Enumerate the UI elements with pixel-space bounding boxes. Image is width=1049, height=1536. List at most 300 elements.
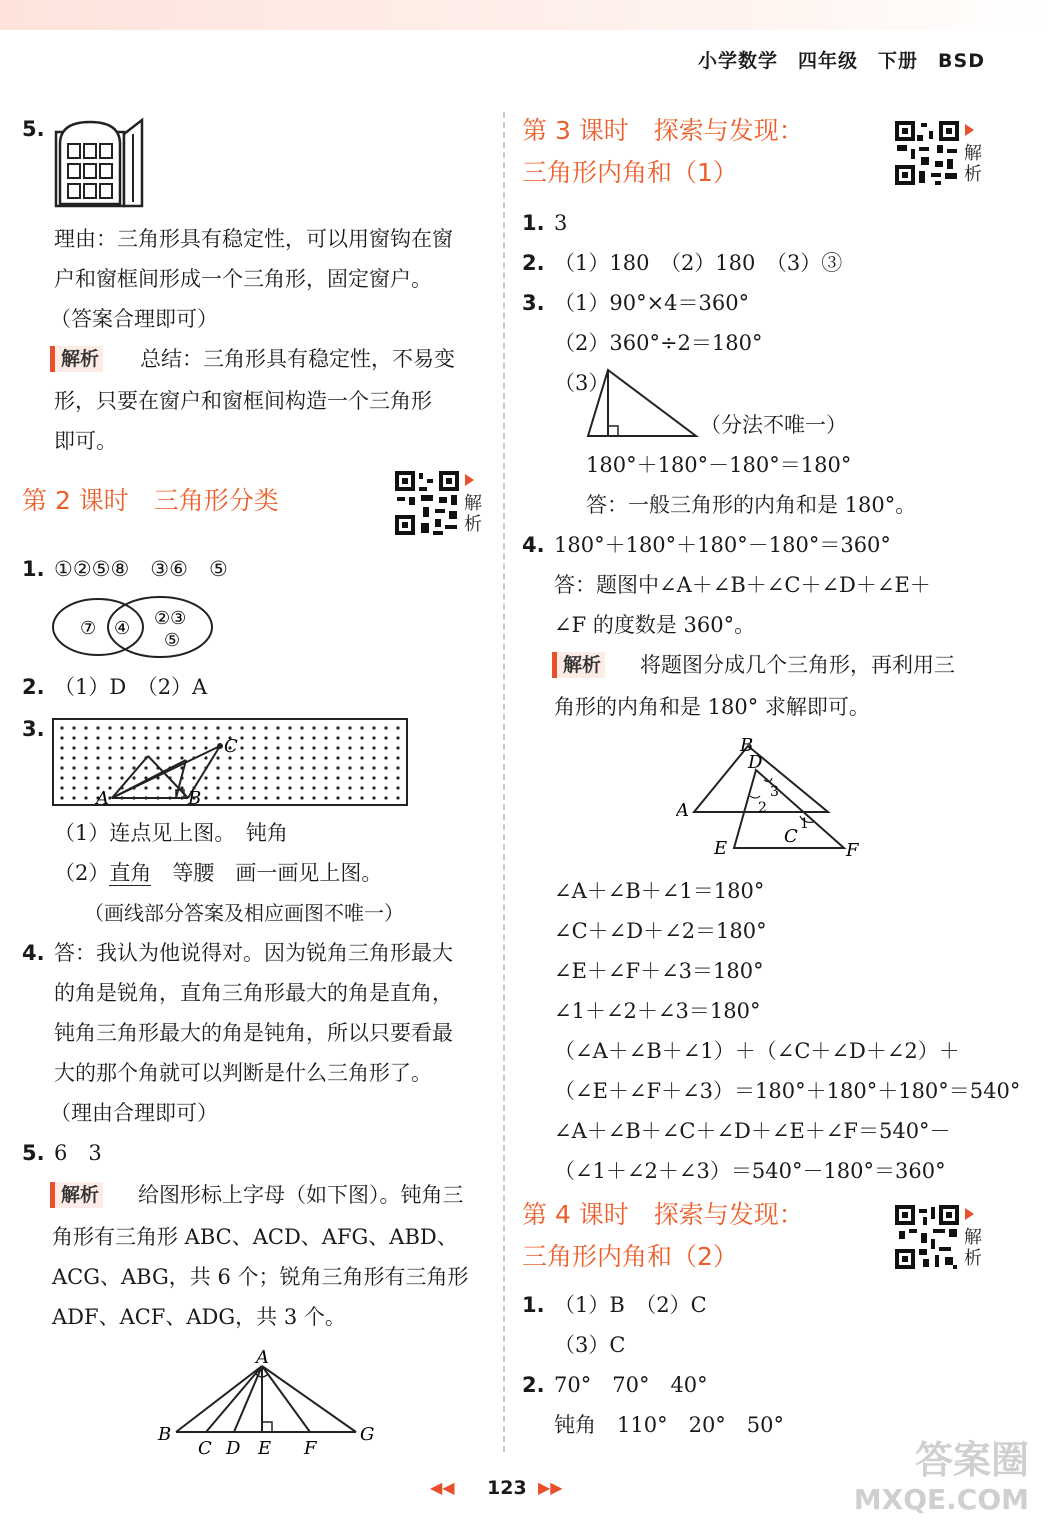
grid-dot: [396, 786, 399, 789]
question-number: 1.: [522, 1293, 545, 1317]
answer-line: 大的那个角就可以判断是什么三角形了。: [54, 1061, 432, 1085]
grid-dot: [324, 766, 327, 769]
label-b: B: [158, 1424, 172, 1445]
qr-label: 解析: [464, 493, 482, 535]
grid-dot: [264, 756, 267, 759]
answer-line: 3: [554, 211, 568, 235]
grid-dot: [240, 786, 243, 789]
question-number: 1.: [22, 557, 45, 581]
grid-dot: [360, 766, 363, 769]
grid-dot: [84, 726, 87, 729]
grid-dot: [300, 736, 303, 739]
grid-dot: [168, 756, 171, 759]
analysis-line: 形，只要在窗户和窗框间构造一个三角形: [54, 389, 432, 413]
grid-dot: [348, 776, 351, 779]
grid-dot: [108, 746, 111, 749]
grid-dot: [396, 756, 399, 759]
grid-dot: [72, 776, 75, 779]
point-label-b: B: [188, 788, 202, 806]
grid-dot: [144, 746, 147, 749]
grid-dot: [144, 736, 147, 739]
grid-dot: [84, 766, 87, 769]
fan-triangle-figure: [154, 1344, 384, 1464]
answer-line: （1）180 （2）180 （3）③: [554, 251, 843, 275]
answer-line: 钝角三角形最大的角是钝角，所以只要看最: [54, 1021, 453, 1045]
grid-dot: [348, 726, 351, 729]
grid-dot: [336, 796, 339, 799]
grid-dot: [324, 736, 327, 739]
grid-dot: [300, 766, 303, 769]
grid-dot: [336, 726, 339, 729]
grid-dot: [264, 736, 267, 739]
grid-dot: [120, 766, 123, 769]
analysis-line: 角形有三角形 ABC、ACD、AFG、ABD、: [52, 1225, 458, 1249]
grid-dot: [384, 736, 387, 739]
grid-dot: [300, 746, 303, 749]
qr-label: 解析: [964, 143, 982, 185]
grid-dot: [384, 766, 387, 769]
equation-line: ∠C＋∠D＋∠2＝180°: [554, 919, 767, 943]
grid-dot: [264, 786, 267, 789]
grid-dot: [324, 776, 327, 779]
question-number: 5.: [22, 117, 45, 141]
grid-dot: [384, 786, 387, 789]
grid-dot: [288, 726, 291, 729]
grid-dot: [252, 756, 255, 759]
grid-dot: [132, 766, 135, 769]
grid-dot: [84, 756, 87, 759]
answer-line: （2）直角 等腰 画一画见上图。: [54, 861, 383, 885]
play-icon: [965, 124, 974, 136]
qr-label: 解析: [964, 1227, 982, 1269]
grid-dot: [120, 736, 123, 739]
grid-dot: [360, 796, 363, 799]
analysis-line: 给图形标上字母（如下图）。钝角三: [138, 1183, 464, 1207]
grid-dot: [324, 796, 327, 799]
grid-dot: [144, 786, 147, 789]
venn-right-bottom: ⑤: [164, 630, 181, 651]
grid-dot: [300, 776, 303, 779]
watermark-sub: MXQE.COM: [853, 1483, 1029, 1516]
label-e: E: [258, 1438, 272, 1459]
next-page-icon[interactable]: ▶▶: [538, 1478, 563, 1497]
grid-dot: [72, 746, 75, 749]
grid-dot: [84, 796, 87, 799]
window-figure: [52, 114, 148, 214]
answer-line: （1）连点见上图。 钝角: [54, 821, 288, 845]
grid-dot: [108, 766, 111, 769]
analysis-tag: 解析: [552, 652, 605, 678]
grid-dot: [252, 796, 255, 799]
lesson-title-line2: 三角形内角和（1）: [522, 158, 738, 187]
figure-note: （分法不唯一）: [700, 413, 847, 437]
question-number: 2.: [522, 1373, 545, 1397]
grid-dot: [132, 736, 135, 739]
grid-dot: [240, 726, 243, 729]
question-number: 4.: [522, 533, 545, 557]
grid-dot: [276, 766, 279, 769]
grid-dot: [216, 766, 219, 769]
grid-dot: [204, 796, 207, 799]
answer-line: ①②⑤⑧ ③⑥ ⑤: [54, 557, 228, 581]
angle-label-1: 1: [800, 816, 809, 832]
grid-dot: [144, 766, 147, 769]
grid-dot: [96, 736, 99, 739]
column-divider: [503, 112, 505, 1452]
grid-dot: [384, 796, 387, 799]
grid-dot: [72, 796, 75, 799]
grid-dot: [372, 766, 375, 769]
point-label-a: A: [96, 788, 109, 806]
question-number: 1.: [522, 211, 545, 235]
grid-dot: [360, 776, 363, 779]
answer-line: ∠F 的度数是 360°。: [554, 613, 756, 637]
grid-dot: [300, 786, 303, 789]
question-number: 4.: [22, 941, 45, 965]
answer-line: 180°＋180°－180°＝180°: [586, 453, 852, 477]
grid-dot: [252, 736, 255, 739]
question-number: 2.: [22, 675, 45, 699]
grid-dot: [216, 776, 219, 779]
answer-note: （画线部分答案及相应画图不唯一）: [84, 901, 404, 925]
analysis-line: 角形的内角和是 180° 求解即可。: [554, 695, 870, 719]
grid-dot: [372, 746, 375, 749]
grid-dot: [60, 786, 63, 789]
grid-dot: [324, 726, 327, 729]
grid-dot: [336, 776, 339, 779]
answer-line: （2）360°÷2＝180°: [554, 331, 763, 355]
answer-line: 钝角 110° 20° 50°: [554, 1413, 785, 1437]
grid-dot: [276, 746, 279, 749]
grid-dot: [108, 756, 111, 759]
page-header: 小学数学 四年级 下册 BSD: [698, 50, 985, 72]
grid-dot: [288, 756, 291, 759]
question-number: 3.: [522, 291, 545, 315]
answer-line: 理由：三角形具有稳定性，可以用窗钩在窗: [54, 227, 453, 251]
grid-dot: [96, 726, 99, 729]
answer-line: 70° 70° 40°: [554, 1373, 708, 1397]
answer-line: 户和窗框间形成一个三角形，固定窗户。: [54, 267, 432, 291]
label-f: F: [304, 1438, 317, 1459]
analysis-line: 将题图分成几个三角形，再利用三: [640, 653, 955, 677]
grid-dot: [216, 726, 219, 729]
label-c: C: [784, 826, 798, 847]
grid-dot: [120, 756, 123, 759]
grid-dot: [396, 736, 399, 739]
grid-dot: [372, 736, 375, 739]
grid-dot: [228, 786, 231, 789]
grid-dot: [204, 776, 207, 779]
grid-dot: [156, 736, 159, 739]
grid-dot: [264, 746, 267, 749]
grid-dot: [60, 726, 63, 729]
grid-dot: [168, 726, 171, 729]
grid-dot: [156, 786, 159, 789]
equation-line: （∠E＋∠F＋∠3）＝180°＋180°＋180°＝540°: [554, 1079, 1021, 1103]
grid-dot: [204, 726, 207, 729]
grid-dot: [168, 736, 171, 739]
grid-dot: [276, 786, 279, 789]
grid-dot: [252, 746, 255, 749]
label-f: F: [846, 840, 859, 860]
equation-line: ∠E＋∠F＋∠3＝180°: [554, 959, 764, 983]
answer-line: （1）B （2）C: [554, 1293, 707, 1317]
answer-line: 答：我认为他说得对。因为锐角三角形最大: [54, 941, 453, 965]
grid-dot: [180, 726, 183, 729]
grid-dot: [240, 746, 243, 749]
grid-dot: [372, 756, 375, 759]
grid-dot: [312, 786, 315, 789]
grid-dot: [300, 796, 303, 799]
grid-dot: [96, 766, 99, 769]
grid-dot: [288, 766, 291, 769]
grid-dot: [276, 756, 279, 759]
grid-dot: [204, 756, 207, 759]
grid-dot: [84, 786, 87, 789]
grid-dot: [192, 736, 195, 739]
question-number: 5.: [22, 1141, 45, 1165]
grid-dot: [384, 776, 387, 779]
grid-dot: [324, 756, 327, 759]
lesson-title: 第 3 课时 探索与发现：: [522, 116, 804, 145]
grid-dot: [348, 756, 351, 759]
grid-dot: [108, 776, 111, 779]
venn-right-top: ②③: [154, 608, 187, 629]
grid-dot: [372, 726, 375, 729]
analysis-line: ACG、ABG，共 6 个；锐角三角形有三角形: [52, 1265, 469, 1289]
equation-line: （∠A＋∠B＋∠1）＋（∠C＋∠D＋∠2）＋: [554, 1039, 960, 1063]
play-icon: [465, 474, 474, 486]
grid-dot: [288, 786, 291, 789]
grid-dot: [156, 756, 159, 759]
label-a: A: [676, 800, 689, 821]
grid-dot: [144, 726, 147, 729]
grid-dot: [72, 756, 75, 759]
grid-dot: [372, 796, 375, 799]
lesson-title: 第 4 课时 探索与发现：: [522, 1200, 804, 1229]
grid-dot: [360, 756, 363, 759]
grid-dot: [348, 766, 351, 769]
grid-dot: [348, 736, 351, 739]
label-g: G: [360, 1424, 375, 1445]
grid-dot: [264, 796, 267, 799]
grid-dot: [324, 786, 327, 789]
grid-dot: [120, 776, 123, 779]
answer-line: 答：题图中∠A＋∠B＋∠C＋∠D＋∠E＋: [554, 573, 931, 597]
grid-dot: [216, 786, 219, 789]
grid-dot: [360, 736, 363, 739]
grid-dot: [180, 756, 183, 759]
page-number: 123: [487, 1477, 527, 1499]
grid-dot: [384, 726, 387, 729]
grid-dot: [360, 746, 363, 749]
analysis-tag: 解析: [50, 346, 103, 372]
grid-dot: [72, 766, 75, 769]
grid-dot: [276, 736, 279, 739]
grid-dot: [396, 726, 399, 729]
grid-dot: [96, 776, 99, 779]
answer-line: （3）C: [554, 1333, 626, 1357]
grid-dot: [264, 766, 267, 769]
grid-dot: [252, 786, 255, 789]
dot-grid-figure: [52, 718, 408, 810]
grid-dot: [60, 756, 63, 759]
overlapping-triangles-figure: [676, 734, 866, 864]
answer-line: （1）D （2）A: [54, 675, 208, 699]
equation-line: ∠1＋∠2＋∠3＝180°: [554, 999, 761, 1023]
grid-dot: [228, 796, 231, 799]
grid-dot: [240, 736, 243, 739]
answer-note: （答案合理即可）: [50, 307, 218, 331]
qr-code-icon[interactable]: [894, 120, 960, 186]
grid-dot: [276, 776, 279, 779]
grid-dot: [240, 766, 243, 769]
lesson-title-line2: 三角形内角和（2）: [522, 1242, 738, 1271]
grid-dot: [96, 756, 99, 759]
grid-dot: [156, 726, 159, 729]
grid-dot: [60, 776, 63, 779]
watermark-main: 答案圈: [914, 1438, 1029, 1482]
answer-line: 答：一般三角形的内角和是 180°。: [586, 493, 917, 517]
grid-dot: [216, 796, 219, 799]
label-c: C: [198, 1438, 212, 1459]
grid-dot: [348, 746, 351, 749]
equation-line: ∠A＋∠B＋∠1＝180°: [554, 879, 765, 903]
answer-line: （3）: [554, 371, 610, 395]
analysis-line: 总结：三角形具有稳定性，不易变: [140, 347, 455, 371]
grid-dot: [228, 726, 231, 729]
grid-dot: [360, 726, 363, 729]
grid-dot: [72, 726, 75, 729]
grid-dot: [336, 746, 339, 749]
grid-dot: [192, 766, 195, 769]
right-triangle-figure: [584, 366, 700, 444]
grid-dot: [372, 786, 375, 789]
grid-dot: [204, 786, 207, 789]
grid-dot: [312, 766, 315, 769]
grid-dot: [312, 756, 315, 759]
prev-page-icon[interactable]: ◀◀: [430, 1478, 455, 1497]
grid-dot: [108, 736, 111, 739]
qr-code-icon[interactable]: [894, 1204, 960, 1270]
grid-dot: [120, 746, 123, 749]
label-b: B: [740, 735, 754, 756]
answer-line: 180°＋180°＋180°－180°＝360°: [554, 533, 891, 557]
grid-dot: [132, 756, 135, 759]
grid-dot: [312, 726, 315, 729]
grid-dot: [120, 726, 123, 729]
grid-dot: [240, 756, 243, 759]
grid-dot: [72, 736, 75, 739]
underlined-answer: 直角: [109, 861, 152, 885]
answer-line: 6 3: [54, 1141, 102, 1165]
grid-dot: [264, 726, 267, 729]
grid-dot: [132, 746, 135, 749]
grid-dot: [288, 796, 291, 799]
label-d: D: [748, 752, 763, 773]
answer-line: 的角是锐角，直角三角形最大的角是直角，: [54, 981, 453, 1005]
grid-dot: [312, 796, 315, 799]
grid-dot: [240, 776, 243, 779]
grid-dot: [180, 736, 183, 739]
answer-line: （1）90°×4＝360°: [554, 291, 750, 315]
grid-dot: [96, 746, 99, 749]
point-label-c: C: [224, 736, 238, 757]
grid-dot: [276, 796, 279, 799]
grid-dot: [336, 786, 339, 789]
grid-dot: [348, 796, 351, 799]
angle-label-2: 2: [758, 800, 767, 816]
grid-dot: [312, 736, 315, 739]
label-d: D: [226, 1438, 241, 1459]
grid-dot: [264, 776, 267, 779]
angle-label-3: 3: [770, 784, 779, 800]
grid-dot: [384, 756, 387, 759]
grid-dot: [312, 776, 315, 779]
label-e: E: [714, 838, 728, 859]
grid-dot: [288, 776, 291, 779]
grid-dot: [240, 796, 243, 799]
grid-dot: [396, 796, 399, 799]
grid-dot: [252, 766, 255, 769]
venn-left: ⑦: [80, 618, 97, 639]
grid-dot: [84, 746, 87, 749]
grid-dot: [396, 766, 399, 769]
grid-dot: [372, 776, 375, 779]
analysis-line: ADF、ACF、ADG，共 3 个。: [52, 1305, 346, 1329]
grid-dot: [228, 766, 231, 769]
grid-dot: [336, 766, 339, 769]
play-icon: [965, 1208, 974, 1220]
grid-dot: [216, 756, 219, 759]
grid-dot: [132, 776, 135, 779]
grid-dot: [288, 736, 291, 739]
grid-dot: [168, 746, 171, 749]
grid-dot: [252, 726, 255, 729]
grid-dot: [252, 776, 255, 779]
venn-diagram: [50, 596, 216, 664]
grid-dot: [60, 766, 63, 769]
grid-dot: [192, 726, 195, 729]
grid-dot: [324, 746, 327, 749]
grid-dot: [360, 786, 363, 789]
label-a: A: [256, 1347, 269, 1368]
grid-dot: [216, 736, 219, 739]
grid-dot: [312, 746, 315, 749]
grid-dot: [204, 746, 207, 749]
analysis-tag: 解析: [50, 1182, 103, 1208]
grid-dot: [348, 786, 351, 789]
grid-dot: [288, 746, 291, 749]
question-number: 2.: [522, 251, 545, 275]
grid-dot: [180, 746, 183, 749]
grid-dot: [336, 736, 339, 739]
grid-dot: [300, 756, 303, 759]
equation-line: ∠A＋∠B＋∠C＋∠D＋∠E＋∠F＝540°－: [554, 1119, 951, 1143]
grid-dot: [60, 736, 63, 739]
grid-dot: [396, 746, 399, 749]
lesson-title: 第 2 课时 三角形分类: [22, 486, 279, 515]
grid-dot: [60, 746, 63, 749]
grid-dot: [72, 786, 75, 789]
grid-dot: [84, 776, 87, 779]
grid-dot: [60, 796, 63, 799]
venn-mid: ④: [114, 618, 131, 639]
grid-dot: [84, 736, 87, 739]
grid-dot: [204, 736, 207, 739]
grid-dot: [168, 786, 171, 789]
qr-code-icon[interactable]: [394, 470, 460, 536]
